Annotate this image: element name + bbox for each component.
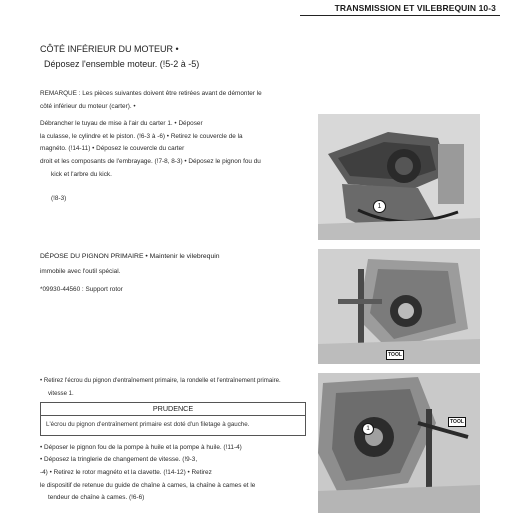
engine-illustration bbox=[318, 114, 480, 240]
primary-gear-photo bbox=[318, 249, 480, 364]
tool-badge: TOOL bbox=[386, 350, 404, 360]
step-line: -4) • Retirez le rotor magnéto et la clavette. (!14-12) • Retirez bbox=[40, 469, 212, 476]
caution-title: PRUDENCE bbox=[41, 403, 305, 416]
step-line: tendeur de chaîne à cames. (!6-6) bbox=[48, 494, 145, 501]
magneto-side-illustration bbox=[318, 373, 480, 513]
magneto-side-photo bbox=[318, 373, 480, 513]
caution-text: L'écrou du pignon d'entraînement primaire est doté d'un filetage à gauche. bbox=[46, 421, 250, 428]
section-title-lower-engine: CÔTÉ INFÉRIEUR DU MOTEUR • bbox=[40, 44, 179, 54]
tool-badge: TOOL bbox=[448, 417, 466, 427]
step-line: • Retirez l'écrou du pignon d'entraînement primaire, la rondelle et l'entraînement primaire. bbox=[40, 377, 281, 384]
step-line: droit et les composants de l'embrayage. (!7-8, 8-3) • Déposez le pignon fou du bbox=[40, 158, 261, 165]
step-line: magnéto. (!14-11) • Déposez le couvercle du carter bbox=[40, 145, 185, 152]
primary-gear-illustration bbox=[318, 249, 480, 364]
note-line: REMARQUE : Les pièces suivantes doivent être retirées avant de démonter le bbox=[40, 90, 262, 97]
step-line: la culasse, le cylindre et le piston. (!6-3 à -6) • Retirez le couvercle de la bbox=[40, 133, 243, 140]
step-line: vitesse 1. bbox=[48, 390, 74, 397]
note-line: côté inférieur du moteur (carter). • bbox=[40, 103, 136, 110]
step-line: kick et l'arbre du kick. bbox=[51, 171, 112, 178]
engine-photo bbox=[318, 114, 480, 240]
step-line: le dispositif de retenue du guide de chaîne à cames, la chaîne à cames et le bbox=[40, 482, 256, 489]
header-rule bbox=[300, 15, 500, 16]
special-tool-ref: *09930-44560 : Support rotor bbox=[40, 286, 123, 293]
callout-1: 1 bbox=[362, 423, 374, 435]
caution-box bbox=[40, 402, 306, 436]
section-title-primary-gear: DÉPOSE DU PIGNON PRIMAIRE • Maintenir le vilebrequin bbox=[40, 253, 220, 260]
callout-1: 1 bbox=[373, 200, 386, 213]
page-header-title: TRANSMISSION ET VILEBREQUIN 10-3 bbox=[334, 3, 496, 13]
step-line: immobile avec l'outil spécial. bbox=[40, 268, 121, 275]
step-reference: (!8-3) bbox=[51, 195, 67, 202]
step-line: • Déposer le pignon fou de la pompe à huile et la pompe à huile. (!11-4) bbox=[40, 444, 242, 451]
step-line: • Déposez la tringlerie de changement de vitesse. (!9-3, bbox=[40, 456, 198, 463]
section-subtitle-remove-engine: Déposez l'ensemble moteur. (!5-2 à -5) bbox=[44, 59, 200, 69]
step-line: Débrancher le tuyau de mise à l'air du carter 1. • Déposer bbox=[40, 120, 203, 127]
